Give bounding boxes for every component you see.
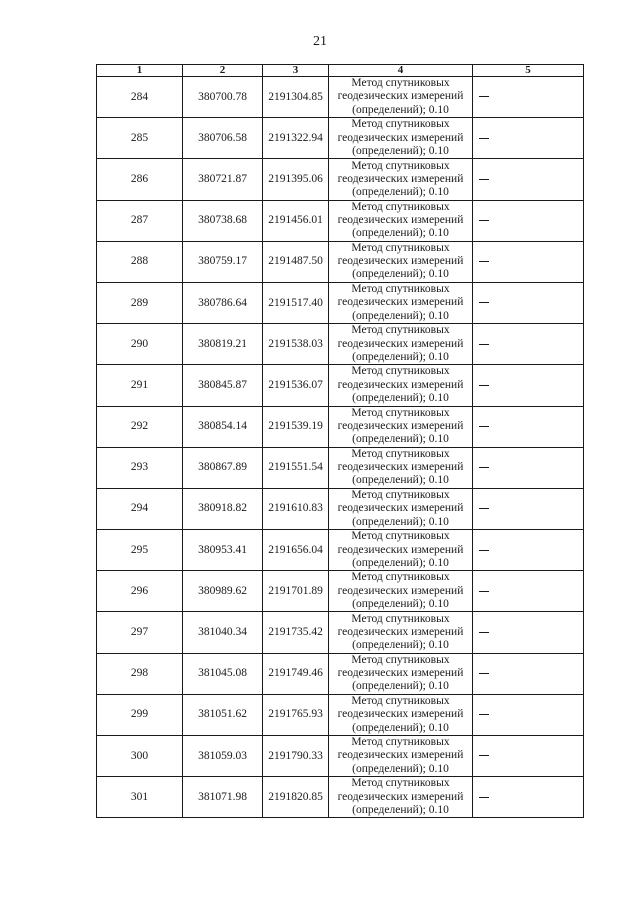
coord-x: 380706.58 — [183, 118, 263, 159]
dash-mark — [479, 261, 489, 262]
point-number: 285 — [97, 118, 183, 159]
method-cell — [329, 571, 473, 612]
coord-x: 381071.98 — [183, 777, 263, 818]
description-cell — [473, 530, 584, 571]
method-line: Метод спутниковых — [351, 777, 450, 790]
table-row — [97, 653, 584, 694]
method-line: Метод спутниковых — [351, 77, 450, 90]
method-line: геодезических измерений — [337, 419, 464, 432]
coord-x: 380989.62 — [183, 571, 263, 612]
coordinates-table — [96, 64, 584, 818]
method-line: геодезических измерений — [337, 625, 464, 638]
point-number: 297 — [97, 612, 183, 653]
method-line: геодезических измерений — [337, 749, 464, 762]
dash-mark — [479, 632, 489, 633]
coord-y: 2191456.01 — [263, 200, 329, 241]
coord-y: 2191765.93 — [263, 694, 329, 735]
point-number: 292 — [97, 406, 183, 447]
method-line: Метод спутниковых — [351, 612, 450, 625]
method-line: (определений); 0.10 — [352, 103, 449, 116]
coord-y: 2191517.40 — [263, 282, 329, 323]
method-line: Метод спутниковых — [351, 653, 450, 666]
point-number: 287 — [97, 200, 183, 241]
header-row — [97, 65, 584, 77]
coord-x: 381045.08 — [183, 653, 263, 694]
method-cell — [329, 406, 473, 447]
description-cell — [473, 324, 584, 365]
header-col-1: 1 — [97, 65, 183, 77]
method-line: геодезических измерений — [337, 337, 464, 350]
method-cell — [329, 118, 473, 159]
coord-x: 380819.21 — [183, 324, 263, 365]
method-line: геодезических измерений — [337, 296, 464, 309]
description-cell — [473, 736, 584, 777]
header-col-2: 2 — [183, 65, 263, 77]
coord-x: 381051.62 — [183, 694, 263, 735]
table-row — [97, 324, 584, 365]
method-line: (определений); 0.10 — [352, 556, 449, 569]
method-cell — [329, 653, 473, 694]
header-col-3: 3 — [263, 65, 329, 77]
method-cell — [329, 777, 473, 818]
method-cell — [329, 77, 473, 118]
method-line: Метод спутниковых — [351, 200, 450, 213]
description-cell — [473, 777, 584, 818]
table-row — [97, 777, 584, 818]
dash-mark — [479, 508, 489, 509]
table-row — [97, 159, 584, 200]
coord-y: 2191656.04 — [263, 530, 329, 571]
dash-mark — [479, 550, 489, 551]
dash-mark — [479, 220, 489, 221]
method-line: Метод спутниковых — [351, 159, 450, 172]
coord-x: 380854.14 — [183, 406, 263, 447]
coord-x: 380738.68 — [183, 200, 263, 241]
method-line: геодезических измерений — [337, 790, 464, 803]
method-line: (определений); 0.10 — [352, 515, 449, 528]
point-number: 291 — [97, 365, 183, 406]
method-line: геодезических измерений — [337, 584, 464, 597]
method-line: геодезических измерений — [337, 90, 464, 103]
table-row — [97, 488, 584, 529]
method-line: геодезических измерений — [337, 214, 464, 226]
description-cell — [473, 365, 584, 406]
coord-y: 2191749.46 — [263, 653, 329, 694]
method-line: геодезических измерений — [337, 131, 464, 144]
method-line: Метод спутниковых — [351, 571, 450, 584]
method-cell — [329, 488, 473, 529]
coord-x: 381040.34 — [183, 612, 263, 653]
coord-y: 2191735.42 — [263, 612, 329, 653]
table-row — [97, 282, 584, 323]
method-cell — [329, 159, 473, 200]
coord-x: 380918.82 — [183, 488, 263, 529]
point-number: 301 — [97, 777, 183, 818]
table-row — [97, 200, 584, 241]
description-cell — [473, 200, 584, 241]
method-line: Метод спутниковых — [351, 324, 450, 337]
dash-mark — [479, 426, 489, 427]
point-number: 295 — [97, 530, 183, 571]
method-line: геодезических измерений — [337, 461, 464, 474]
dash-mark — [479, 179, 489, 180]
method-line: геодезических измерений — [337, 708, 464, 721]
method-line: Метод спутниковых — [351, 406, 450, 419]
method-line: (определений); 0.10 — [352, 227, 449, 240]
point-number: 293 — [97, 447, 183, 488]
method-line: (определений); 0.10 — [352, 144, 449, 157]
table-row — [97, 447, 584, 488]
description-cell — [473, 241, 584, 282]
point-number: 284 — [97, 77, 183, 118]
method-line: (определений); 0.10 — [352, 721, 449, 734]
coord-y: 2191539.19 — [263, 406, 329, 447]
method-line: Метод спутниковых — [351, 365, 450, 378]
point-number: 300 — [97, 736, 183, 777]
method-cell — [329, 282, 473, 323]
point-number: 290 — [97, 324, 183, 365]
coord-x: 380786.64 — [183, 282, 263, 323]
method-line: (определений); 0.10 — [352, 803, 449, 816]
coord-x: 380700.78 — [183, 77, 263, 118]
description-cell — [473, 77, 584, 118]
method-line: Метод спутниковых — [351, 447, 450, 460]
table-row — [97, 612, 584, 653]
description-cell — [473, 118, 584, 159]
method-line: (определений); 0.10 — [352, 639, 449, 652]
table-header — [97, 65, 584, 77]
coord-x: 380953.41 — [183, 530, 263, 571]
table-row — [97, 694, 584, 735]
method-cell — [329, 447, 473, 488]
coord-x: 380759.17 — [183, 241, 263, 282]
table-row — [97, 736, 584, 777]
method-line: геодезических измерений — [337, 255, 464, 268]
method-line: геодезических измерений — [337, 172, 464, 185]
header-col-4: 4 — [329, 65, 473, 77]
method-line: (определений); 0.10 — [352, 392, 449, 405]
dash-mark — [479, 714, 489, 715]
point-number: 286 — [97, 159, 183, 200]
coord-y: 2191487.50 — [263, 241, 329, 282]
method-line: (определений); 0.10 — [352, 680, 449, 693]
coord-y: 2191551.54 — [263, 447, 329, 488]
method-line: геодезических измерений — [337, 378, 464, 391]
method-line: Метод спутниковых — [351, 118, 450, 131]
point-number: 289 — [97, 282, 183, 323]
coord-x: 380867.89 — [183, 447, 263, 488]
coord-y: 2191538.03 — [263, 324, 329, 365]
description-cell — [473, 159, 584, 200]
dash-mark — [479, 138, 489, 139]
method-line: геодезических измерений — [337, 543, 464, 556]
dash-mark — [479, 467, 489, 468]
description-cell — [473, 488, 584, 529]
description-cell — [473, 406, 584, 447]
coord-x: 381059.03 — [183, 736, 263, 777]
method-line: Метод спутниковых — [351, 489, 450, 502]
method-cell — [329, 241, 473, 282]
coord-x: 380721.87 — [183, 159, 263, 200]
method-line: (определений); 0.10 — [352, 268, 449, 281]
method-line: (определений); 0.10 — [352, 350, 449, 363]
method-cell — [329, 365, 473, 406]
dash-mark — [479, 797, 489, 798]
table-row — [97, 241, 584, 282]
table-row — [97, 77, 584, 118]
coord-y: 2191536.07 — [263, 365, 329, 406]
method-line: геодезических измерений — [337, 667, 464, 680]
method-line: Метод спутниковых — [351, 283, 450, 296]
description-cell — [473, 612, 584, 653]
dash-mark — [479, 385, 489, 386]
method-line: (определений); 0.10 — [352, 597, 449, 610]
table-row — [97, 118, 584, 159]
dash-mark — [479, 673, 489, 674]
description-cell — [473, 694, 584, 735]
point-number: 296 — [97, 571, 183, 612]
table-row — [97, 365, 584, 406]
coord-y: 2191304.85 — [263, 77, 329, 118]
method-line: Метод спутниковых — [351, 736, 450, 749]
method-line: (определений); 0.10 — [352, 433, 449, 446]
header-col-5: 5 — [473, 65, 584, 77]
coord-y: 2191322.94 — [263, 118, 329, 159]
dash-mark — [479, 591, 489, 592]
dash-mark — [479, 755, 489, 756]
page-number: 21 — [313, 34, 327, 49]
table-row — [97, 530, 584, 571]
table-body — [97, 77, 584, 818]
description-cell — [473, 282, 584, 323]
method-cell — [329, 530, 473, 571]
method-line: (определений); 0.10 — [352, 186, 449, 199]
method-cell — [329, 324, 473, 365]
dash-mark — [479, 302, 489, 303]
method-line: (определений); 0.10 — [352, 474, 449, 487]
description-cell — [473, 571, 584, 612]
table-row — [97, 571, 584, 612]
coord-y: 2191701.89 — [263, 571, 329, 612]
point-number: 294 — [97, 488, 183, 529]
coord-y: 2191790.33 — [263, 736, 329, 777]
method-line: геодезических измерений — [337, 502, 464, 515]
dash-mark — [479, 344, 489, 345]
point-number: 299 — [97, 694, 183, 735]
coord-x: 380845.87 — [183, 365, 263, 406]
method-line: (определений); 0.10 — [352, 762, 449, 775]
coord-y: 2191395.06 — [263, 159, 329, 200]
dash-mark — [479, 96, 489, 97]
method-cell — [329, 736, 473, 777]
method-cell — [329, 612, 473, 653]
point-number: 288 — [97, 241, 183, 282]
description-cell — [473, 447, 584, 488]
description-cell — [473, 653, 584, 694]
method-line: Метод спутниковых — [351, 530, 450, 543]
coord-y: 2191610.83 — [263, 488, 329, 529]
method-cell — [329, 200, 473, 241]
point-number: 298 — [97, 653, 183, 694]
table-row — [97, 406, 584, 447]
method-line: Метод спутниковых — [351, 694, 450, 707]
method-cell — [329, 694, 473, 735]
method-line: Метод спутниковых — [351, 241, 450, 254]
method-line: (определений); 0.10 — [352, 309, 449, 322]
coord-y: 2191820.85 — [263, 777, 329, 818]
